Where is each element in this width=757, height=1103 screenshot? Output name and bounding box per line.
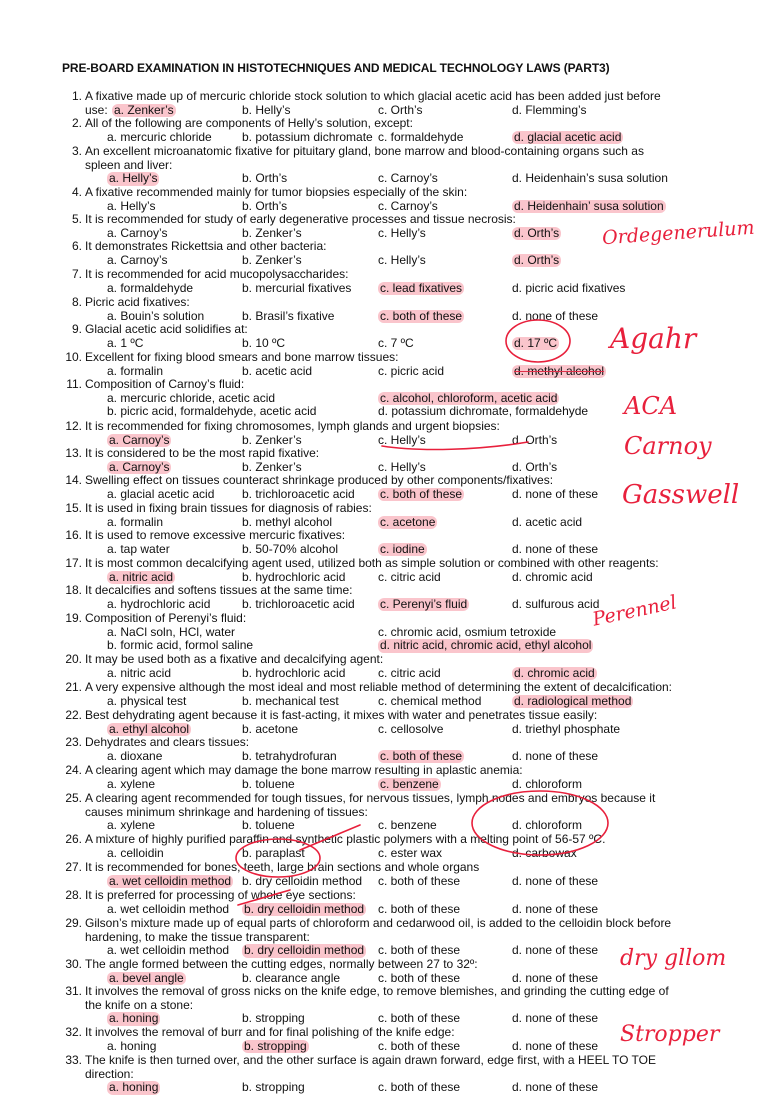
question-number: 8. bbox=[71, 295, 82, 309]
answer-option: b. hydrochloric acid bbox=[242, 665, 346, 680]
question-number: 4. bbox=[71, 185, 82, 199]
answer-option: d. potassium dichromate, formaldehyde bbox=[378, 404, 589, 419]
question-text: All of the following are components of Helly’s solution, except: bbox=[85, 116, 413, 130]
answer-option: c. cellosolve bbox=[378, 721, 444, 736]
answer-option: d. chromic acid bbox=[514, 665, 595, 680]
question-number: 14. bbox=[65, 473, 82, 487]
answer-option: a. tap water bbox=[107, 541, 170, 556]
question-text: Excellent for fixing blood smears and bone marrow tissues: bbox=[85, 350, 399, 364]
answer-option: a. NaCl soln, HCl, water bbox=[107, 624, 236, 639]
question-text: It is most common decalcifying agent used, utilized both as simple solution or combined with other reagents: bbox=[85, 556, 659, 570]
question-number: 5. bbox=[71, 212, 82, 226]
answer-option: c. Helly’s bbox=[378, 225, 426, 240]
question-number: 16. bbox=[65, 528, 82, 542]
answer-option: b. toluene bbox=[242, 818, 295, 833]
answer-option: c. iodine bbox=[380, 541, 425, 556]
answer-option: c. citric acid bbox=[378, 569, 441, 584]
question-text: It demonstrates Rickettsia and other bacteria: bbox=[85, 239, 327, 253]
answer-option: c. both of these bbox=[380, 308, 463, 323]
answer-option: d. picric acid fixatives bbox=[512, 280, 626, 295]
answer-option: c. chromic acid, osmium tetroxide bbox=[378, 624, 557, 639]
answer-option: c. chemical method bbox=[378, 693, 482, 708]
answer-option: c. acetone bbox=[380, 514, 436, 529]
answer-option: b. Orth’s bbox=[242, 171, 288, 186]
answer-option: d. none of these bbox=[512, 486, 599, 501]
answer-option: d. acetic acid bbox=[512, 514, 583, 529]
answer-option: a. Zenker’s bbox=[114, 102, 174, 117]
answer-option: c. Helly’s bbox=[378, 459, 426, 474]
answer-option: b. clearance angle bbox=[242, 970, 341, 985]
question-text: It is considered to be the most rapid fixative: bbox=[85, 446, 320, 460]
question-number: 12. bbox=[65, 419, 82, 433]
answer-option: c. both of these bbox=[378, 1011, 461, 1026]
answer-option: d. none of these bbox=[512, 1011, 599, 1026]
answer-option: b. 50-70% alcohol bbox=[242, 541, 339, 556]
question-number: 28. bbox=[65, 888, 82, 902]
question-text: Glacial acetic acid solidifies at: bbox=[85, 322, 248, 336]
question-text: Gilson’s mixture made up of equal parts of chloroform and cedarwood oil, is added to the celloidin block before bbox=[85, 916, 672, 930]
question-text: Composition of Perenyi’s fluid: bbox=[85, 611, 247, 625]
note-q29: dry gllom bbox=[620, 946, 727, 971]
note-q18: Perennel bbox=[590, 591, 679, 631]
note-q32: Stropper bbox=[620, 1022, 720, 1047]
question-text: A very expensive although the most ideal and most reliable method of determining the extent of decalcification: bbox=[85, 680, 673, 694]
answer-option: b. mercurial fixatives bbox=[242, 280, 352, 295]
answer-option: a. celloidin bbox=[107, 845, 164, 860]
answer-option: a. mercuric chloride bbox=[107, 129, 212, 144]
answer-option: b. toluene bbox=[242, 776, 295, 791]
answer-option: c. formaldehyde bbox=[378, 129, 464, 144]
answer-option: c. benzene bbox=[380, 776, 439, 791]
answer-option: a. Helly’s bbox=[107, 198, 156, 213]
answer-option: c. benzene bbox=[378, 818, 437, 833]
note-q12: Carnoy bbox=[624, 432, 712, 460]
question-number: 31. bbox=[65, 984, 82, 998]
question-text-continued: spleen and liver: bbox=[85, 157, 173, 172]
answer-option: c. 7 ºC bbox=[378, 335, 414, 350]
answer-option: b. Orth’s bbox=[242, 198, 288, 213]
answer-option: a. glacial acetic acid bbox=[107, 486, 215, 501]
question-number: 30. bbox=[65, 957, 82, 971]
answer-option: b. methyl alcohol bbox=[242, 514, 333, 529]
answer-option: c. lead fixatives bbox=[380, 280, 463, 295]
answer-option: d. 17 ºC bbox=[514, 335, 558, 350]
question-text: Dehydrates and clears tissues: bbox=[85, 735, 250, 749]
answer-option: d. chloroform bbox=[512, 818, 583, 833]
answer-option: a. honing bbox=[107, 1038, 157, 1053]
answer-option: b. Brasil’s fixative bbox=[242, 308, 335, 323]
question-number: 32. bbox=[65, 1025, 82, 1039]
answer-option: a. wet celloidin method bbox=[107, 943, 230, 958]
question-number: 15. bbox=[65, 501, 82, 515]
question-text: A mixture of highly purified paraffin and synthetic plastic polymers with a melting point of 56-57 ºC. bbox=[85, 832, 606, 846]
answer-option: a. honing bbox=[109, 1011, 159, 1026]
answer-option: c. both of these bbox=[378, 1080, 461, 1095]
answer-option: d. Orth’s bbox=[512, 432, 558, 447]
answer-option: a. bevel angle bbox=[109, 970, 184, 985]
question-text: Picric acid fixatives: bbox=[85, 295, 190, 309]
answer-option: c. alcohol, chloroform, acetic acid bbox=[380, 390, 558, 405]
question-text: The knife is then turned over, and the other surface is again drawn forward, edge first, with a HEEL TO TOE bbox=[85, 1053, 656, 1067]
answer-option: b. acetic acid bbox=[242, 363, 313, 378]
question-text: It is recommended for acid mucopolysaccharides: bbox=[85, 267, 349, 281]
answer-option: a. hydrochloric acid bbox=[107, 596, 211, 611]
answer-option: b. potassium dichromate bbox=[242, 129, 373, 144]
answer-option: a. physical test bbox=[107, 693, 187, 708]
question-number: 33. bbox=[65, 1053, 82, 1067]
question-number: 6. bbox=[71, 239, 82, 253]
question-text: It is recommended for study of early degenerative processes and tissue necrosis: bbox=[85, 212, 516, 226]
answer-option: d. Orth’s bbox=[512, 459, 558, 474]
question-text-continued: direction: bbox=[85, 1066, 134, 1081]
answer-option: a. formaldehyde bbox=[107, 280, 194, 295]
answer-option: c. both of these bbox=[378, 901, 461, 916]
answer-option: a. formalin bbox=[107, 363, 164, 378]
answer-option: b. formic acid, formol saline bbox=[107, 638, 254, 653]
answer-option: b. mechanical test bbox=[242, 693, 339, 708]
answer-option: b. stropping bbox=[244, 1038, 307, 1053]
question-number: 21. bbox=[65, 680, 82, 694]
answer-option: d. none of these bbox=[512, 901, 599, 916]
note-q9: Agahr bbox=[610, 322, 697, 355]
question-text: It is used in fixing brain tissues for diagnosis of rabies: bbox=[85, 501, 372, 515]
answer-option: b. stropping bbox=[242, 1080, 305, 1095]
answer-option: d. Orth’s bbox=[514, 252, 560, 267]
answer-option: a. Carnoy’s bbox=[107, 252, 168, 267]
answer-option: b. dry celloidin method bbox=[244, 943, 365, 958]
answer-option: a. honing bbox=[109, 1080, 159, 1095]
answer-option: d. chromic acid bbox=[512, 569, 593, 584]
question-number: 18. bbox=[65, 583, 82, 597]
question-number: 26. bbox=[65, 832, 82, 846]
question-text: A fixative made up of mercuric chloride stock solution to which glacial acetic acid has been added just before bbox=[85, 89, 661, 103]
answer-option: a. Carnoy’s bbox=[109, 432, 170, 447]
answer-option: a. Bouin’s solution bbox=[107, 308, 205, 323]
question-number: 19. bbox=[65, 611, 82, 625]
answer-option: a. formalin bbox=[107, 514, 164, 529]
answer-option: c. Carnoy’s bbox=[378, 198, 438, 213]
question-text: It involves the removal of gross nicks on the knife edge, to remove blemishes, and grinding the cutting edge of bbox=[85, 984, 669, 998]
question-number: 23. bbox=[65, 735, 82, 749]
answer-option: b. Helly’s bbox=[242, 102, 291, 117]
question-number: 22. bbox=[65, 708, 82, 722]
question-number: 13. bbox=[65, 446, 82, 460]
question-number: 10. bbox=[65, 350, 82, 364]
answer-option: d. none of these bbox=[512, 1080, 599, 1095]
answer-option: a. nitric acid bbox=[107, 665, 172, 680]
answer-option: d. none of these bbox=[512, 308, 599, 323]
note-q5: Ordegenerulum bbox=[601, 216, 756, 250]
answer-option: c. both of these bbox=[380, 748, 463, 763]
answer-option: d. Orth’s bbox=[514, 225, 560, 240]
question-text: A clearing agent recommended for tough tissues, for nervous tissues, lymph nodes and embryos because it bbox=[85, 791, 656, 805]
answer-option: d. none of these bbox=[512, 541, 599, 556]
question-number: 17. bbox=[65, 556, 82, 570]
answer-option: c. both of these bbox=[378, 943, 461, 958]
answer-option: d. nitric acid, chromic acid, ethyl alcohol bbox=[380, 638, 592, 653]
question-text: A fixative recommended mainly for tumor biopsies especially of the skin: bbox=[85, 185, 468, 199]
question-text: Composition of Carnoy’s fluid: bbox=[85, 377, 245, 391]
question-text: The angle formed between the cutting edges, normally between 27 to 32º: bbox=[85, 957, 478, 971]
answer-option: a. Helly’s bbox=[109, 171, 158, 186]
page-title: PRE-BOARD EXAMINATION IN HISTOTECHNIQUES AND MEDICAL TECHNOLOGY LAWS (PART3) bbox=[62, 61, 610, 75]
answer-option: c. both of these bbox=[378, 873, 461, 888]
question-text: It is preferred for processing of whole eye sections: bbox=[85, 888, 356, 902]
question-text: It is recommended for bones, teeth, large brain sections and whole organs bbox=[85, 860, 480, 874]
question-text: Best dehydrating agent because it is fast-acting, it mixes with water and penetrates tissue easily: bbox=[85, 708, 598, 722]
answer-option: a. mercuric chloride, acetic acid bbox=[107, 390, 276, 405]
answer-option: d. glacial acetic acid bbox=[514, 129, 622, 144]
answer-option: d. carbowax bbox=[512, 845, 577, 860]
question-text: A clearing agent which may damage the bone marrow resulting in aplastic anemia: bbox=[85, 763, 523, 777]
question-number: 2. bbox=[71, 116, 82, 130]
question-text-continued: the knife on a stone: bbox=[85, 997, 194, 1012]
question-number: 9. bbox=[71, 322, 82, 336]
answer-option: b. stropping bbox=[242, 1011, 305, 1026]
question-text: It is recommended for fixing chromosomes, lymph glands and urgent biopsies: bbox=[85, 419, 500, 433]
answer-option: d. none of these bbox=[512, 748, 599, 763]
question-text: It involves the removal of burr and for final polishing of the knife edge: bbox=[85, 1025, 455, 1039]
answer-option: d. Flemming’s bbox=[512, 102, 587, 117]
answer-option: b. Zenker’s bbox=[242, 432, 302, 447]
question-text-continued: causes minimum shrinkage and hardening of tissues: bbox=[85, 804, 368, 819]
answer-option: a. Carnoy’s bbox=[107, 225, 168, 240]
question-text: It is used to remove excessive mercuric fixatives: bbox=[85, 528, 346, 542]
answer-option: a. ethyl alcohol bbox=[109, 721, 190, 736]
answer-option: a. wet celloidin method bbox=[107, 901, 230, 916]
answer-option: b. dry celloidin method bbox=[244, 901, 365, 916]
answer-option: b. Zenker’s bbox=[242, 225, 302, 240]
answer-option: c. Helly’s bbox=[378, 252, 426, 267]
question-text: It decalcifies and softens tissues at the same time: bbox=[85, 583, 353, 597]
answer-option: b. acetone bbox=[242, 721, 299, 736]
answer-option: c. both of these bbox=[378, 1038, 461, 1053]
question-text-continued: use: bbox=[85, 102, 108, 117]
answer-option: a. 1 ºC bbox=[107, 335, 144, 350]
answer-option: a. xylene bbox=[107, 776, 156, 791]
question-number: 29. bbox=[65, 916, 82, 930]
answer-option: d. chloroform bbox=[512, 776, 583, 791]
question-text: Swelling effect on tissues counteract shrinkage produced by other components/fixatives: bbox=[85, 473, 554, 487]
question-number: 20. bbox=[65, 652, 82, 666]
question-number: 3. bbox=[71, 144, 82, 158]
answer-option: a. xylene bbox=[107, 818, 156, 833]
answer-option: d. none of these bbox=[512, 970, 599, 985]
answer-option: b. dry celloidin method bbox=[242, 873, 363, 888]
answer-option: b. trichloroacetic acid bbox=[242, 486, 355, 501]
answer-option: a. wet celloidin method bbox=[109, 873, 232, 888]
answer-option: c. Carnoy’s bbox=[378, 171, 438, 186]
answer-option: d. radiological method bbox=[514, 693, 632, 708]
answer-option: b. hydrochloric acid bbox=[242, 569, 346, 584]
answer-option: c. ester wax bbox=[378, 845, 443, 860]
question-text: An excellent microanatomic fixative for pituitary gland, bone marrow and blood-containing organs such as bbox=[85, 144, 644, 158]
note-q11: ACA bbox=[624, 392, 678, 420]
answer-option: b. 10 ºC bbox=[242, 335, 286, 350]
answer-option: b. Zenker’s bbox=[242, 459, 302, 474]
question-number: 7. bbox=[71, 267, 82, 281]
question-number: 25. bbox=[65, 791, 82, 805]
answer-option: b. tetrahydrofuran bbox=[242, 748, 337, 763]
question-number: 11. bbox=[66, 377, 82, 391]
answer-option: a. dioxane bbox=[107, 748, 163, 763]
answer-option: b. trichloroacetic acid bbox=[242, 596, 355, 611]
answer-option: d. none of these bbox=[512, 873, 599, 888]
answer-option: d. triethyl phosphate bbox=[512, 721, 621, 736]
question-text-continued: hardening, to make the tissue transparent: bbox=[85, 929, 310, 944]
question-number: 1. bbox=[71, 89, 82, 103]
answer-option: a. nitric acid bbox=[109, 569, 174, 584]
answer-option: c. both of these bbox=[380, 486, 463, 501]
answer-option: c. Orth’s bbox=[378, 102, 423, 117]
answer-option: d. Heidenhain’ susa solution bbox=[514, 198, 664, 213]
answer-option: d. none of these bbox=[512, 1038, 599, 1053]
question-number: 24. bbox=[65, 763, 82, 777]
answer-option: b. paraplast bbox=[242, 845, 305, 860]
answer-option: d. sulfurous acid bbox=[512, 596, 600, 611]
answer-option: c. Helly’s bbox=[378, 432, 426, 447]
answer-option: c. picric acid bbox=[378, 363, 445, 378]
question-number: 27. bbox=[65, 860, 82, 874]
note-q14: Gasswell bbox=[622, 480, 740, 510]
answer-option: d. Heidenhain’s susa solution bbox=[512, 171, 668, 186]
question-text: It may be used both as a fixative and decalcifying agent: bbox=[85, 652, 384, 666]
answer-option: b. Zenker’s bbox=[242, 252, 302, 267]
answer-option: d. none of these bbox=[512, 943, 599, 958]
answer-option: b. picric acid, formaldehyde, acetic acid bbox=[107, 404, 317, 419]
answer-option: a. Carnoy’s bbox=[109, 459, 170, 474]
answer-option: c. both of these bbox=[378, 970, 461, 985]
answer-option: c. citric acid bbox=[378, 665, 441, 680]
answer-option: c. Perenyi’s fluid bbox=[380, 596, 468, 611]
answer-option: d. methyl alcohol bbox=[514, 363, 605, 378]
